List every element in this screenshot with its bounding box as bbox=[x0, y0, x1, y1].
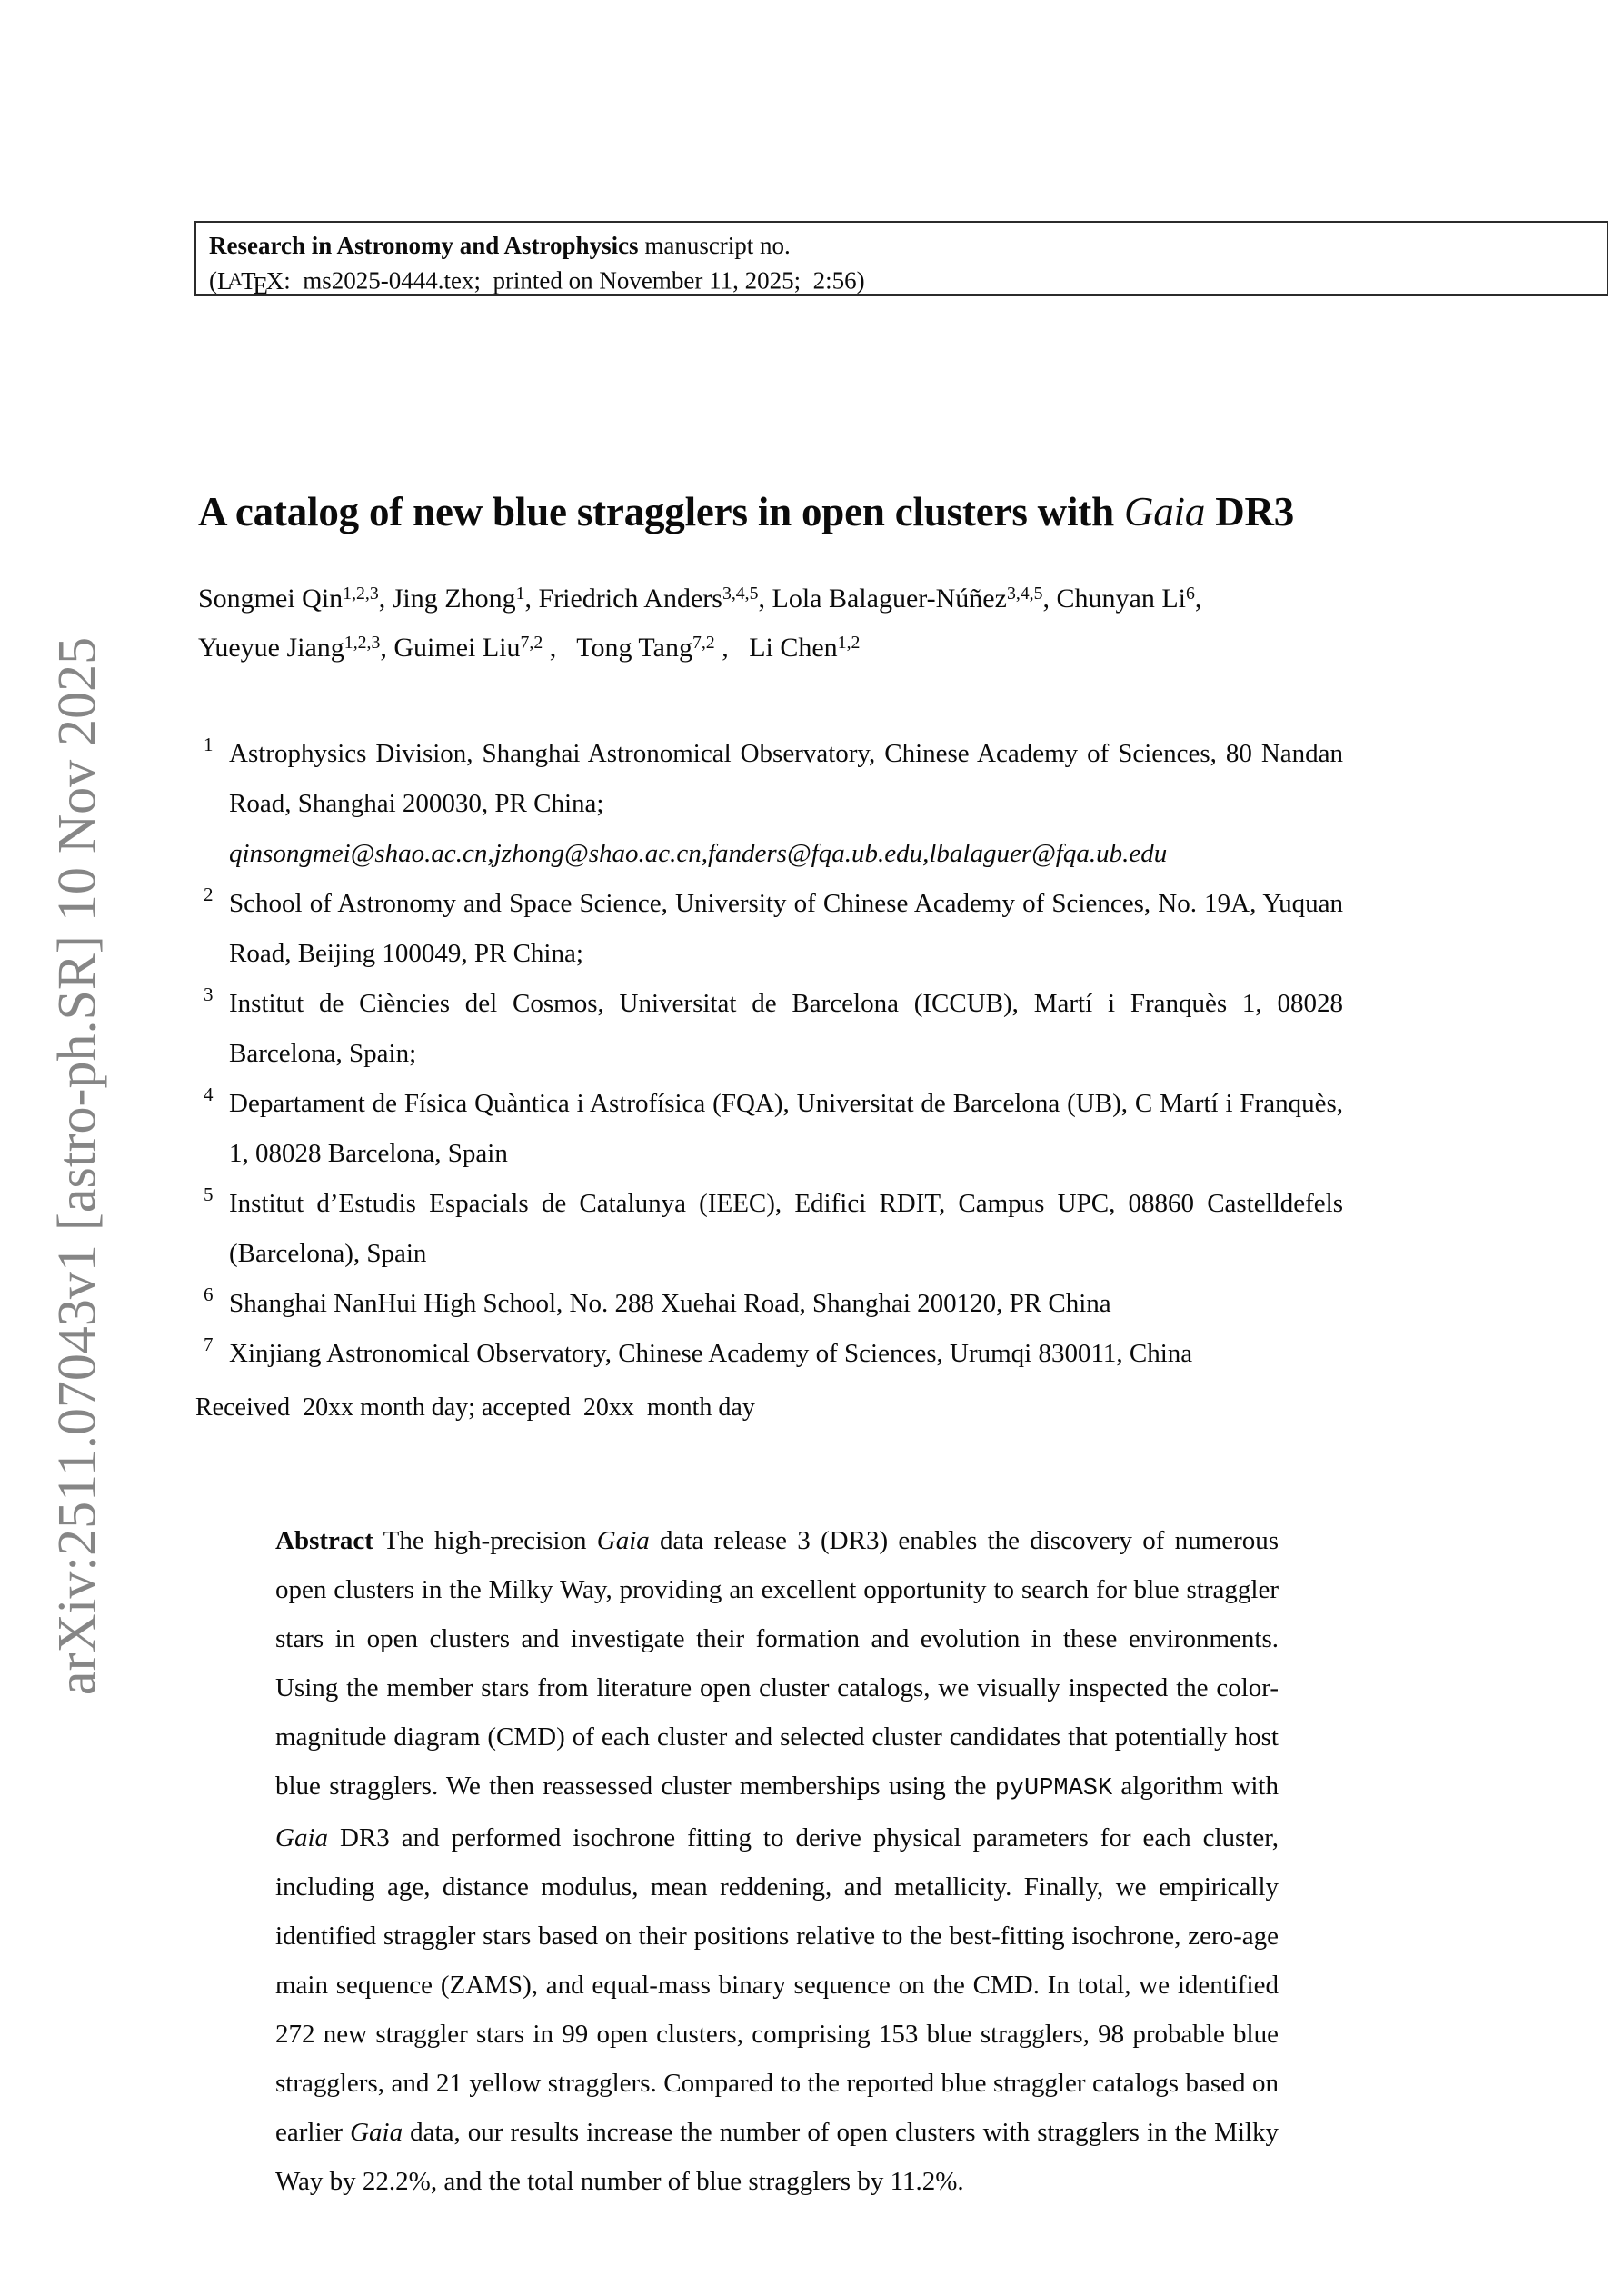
author-name: Jing Zhong bbox=[392, 584, 516, 614]
received-line: Received 20xx month day; accepted 20xx month day bbox=[195, 1393, 755, 1422]
text-run: The high-precision bbox=[373, 1526, 597, 1555]
arxiv-watermark: arXiv:2511.07043v1 [astro-ph.SR] 10 Nov 2025 bbox=[46, 636, 107, 1696]
text-run: Gaia bbox=[350, 2118, 403, 2147]
author-separator: , bbox=[1042, 584, 1057, 614]
journal-header-line-2 bbox=[209, 263, 1607, 303]
author-affiliation-superscript: 1 bbox=[515, 584, 525, 604]
latex-logo-letter: L bbox=[217, 266, 233, 294]
text-run: Gaia bbox=[1123, 489, 1206, 534]
affiliation-number: 2 bbox=[204, 883, 214, 905]
latex-line-open: ( bbox=[209, 266, 217, 294]
affiliation-text: Institut de Ciències del Cosmos, Universitat de Barcelona (ICCUB), Martí i Franquès 1, 08028 Barcelona, Spain; bbox=[229, 989, 1343, 1068]
affiliation-item bbox=[202, 879, 1343, 979]
author-line bbox=[198, 624, 1201, 673]
text-run: DR3 and performed isochrone fitting to derive physical parameters for each cluster, including age, distance modulus, mean reddening, and metallicity. Finally, we empirically identified straggler stars based on their positions relative to the best-fitting isochrone, zero-age main sequence (ZAMS), and equal-mass binary sequence on the CMD. In total, we identified 272 new straggler stars in 99 open clusters, comprising 153 blue stragglers, 98 probable blue stragglers, and 21 yellow stragglers. Compared to the reported blue straggler catalogs based on earlier bbox=[275, 1823, 1279, 2147]
affiliation-number: 6 bbox=[204, 1283, 214, 1305]
latex-line-rest: : ms2025-0444.tex; printed on November 11, 2025; 2:56) bbox=[284, 266, 865, 294]
latex-logo bbox=[217, 266, 284, 300]
latex-logo-letter: A bbox=[229, 270, 243, 289]
text-run: Gaia bbox=[275, 1823, 328, 1852]
author-separator: , bbox=[714, 633, 750, 663]
affiliation-text: Astrophysics Division, Shanghai Astronomical Observatory, Chinese Academy of Sciences, 80 Nandan Road, Shanghai 200030, PR China; bbox=[229, 739, 1343, 818]
affiliation-email: qinsongmei@shao.ac.cn,jzhong@shao.ac.cn,fanders@fqa.ub.edu,lbalaguer@fqa.ub.edu bbox=[229, 839, 1168, 868]
latex-logo-letter: E bbox=[253, 272, 268, 300]
author-affiliation-superscript: 1,2 bbox=[837, 633, 861, 654]
affiliation-item bbox=[202, 1179, 1343, 1279]
affiliation-number: 1 bbox=[204, 734, 214, 755]
author-affiliation-superscript: 1,2,3 bbox=[343, 584, 379, 604]
affiliation-item bbox=[202, 1329, 1343, 1379]
author-list bbox=[198, 574, 1201, 673]
abstract bbox=[275, 1516, 1279, 2206]
author-name: Chunyan Li bbox=[1056, 584, 1187, 614]
journal-header-box bbox=[194, 221, 1608, 300]
paper-title bbox=[198, 488, 1294, 535]
affiliation-text: School of Astronomy and Space Science, University of Chinese Academy of Sciences, No. 19A, Yuquan Road, Beijing 100049, PR China; bbox=[229, 889, 1343, 968]
affiliation-item bbox=[202, 1279, 1343, 1329]
affiliation-item bbox=[202, 1079, 1343, 1179]
author-name: Songmei Qin bbox=[198, 584, 344, 614]
journal-name: Research in Astronomy and Astrophysics bbox=[209, 232, 639, 259]
affiliation-text: Shanghai NanHui High School, No. 288 Xuehai Road, Shanghai 200120, PR China bbox=[229, 1289, 1111, 1318]
affiliation-text: Institut d’Estudis Espacials de Catalunya (IEEC), Edifici RDIT, Campus UPC, 08860 Castelldefels (Barcelona), Spain bbox=[229, 1189, 1343, 1268]
text-run: pyUPMASK bbox=[994, 1775, 1113, 1802]
text-run: data, our results increase the number of open clusters with stragglers in the Milky Way by 22.2%, and the total number of blue stragglers by 11.2%. bbox=[275, 2118, 1279, 2196]
text-run: Gaia bbox=[596, 1526, 650, 1555]
author-name: Lola Balaguer-Núñez bbox=[772, 584, 1007, 614]
author-separator: , bbox=[543, 633, 577, 663]
text-run: Abstract bbox=[275, 1526, 373, 1555]
affiliation-number: 4 bbox=[204, 1083, 214, 1105]
author-separator: , bbox=[378, 584, 393, 614]
text-run: A catalog of new blue stragglers in open clusters with bbox=[198, 489, 1124, 534]
affiliation-number: 7 bbox=[204, 1333, 214, 1355]
affiliation-item bbox=[202, 729, 1343, 879]
author-affiliation-superscript: 3,4,5 bbox=[722, 584, 759, 604]
text-run: algorithm with bbox=[1112, 1772, 1279, 1801]
manuscript-note: manuscript no. bbox=[638, 232, 791, 259]
author-name: Guimei Liu bbox=[393, 633, 521, 663]
affiliation-text: Xinjiang Astronomical Observatory, Chinese Academy of Sciences, Urumqi 830011, China bbox=[229, 1339, 1193, 1368]
author-separator: , bbox=[524, 584, 539, 614]
author-affiliation-superscript: 7,2 bbox=[692, 633, 715, 654]
author-name: Tong Tang bbox=[576, 633, 692, 663]
author-name: Li Chen bbox=[749, 633, 838, 663]
author-name: Yueyue Jiang bbox=[198, 633, 344, 663]
affiliation-list bbox=[202, 729, 1343, 1379]
author-affiliation-superscript: 7,2 bbox=[520, 633, 543, 654]
affiliation-text: Departament de Física Quàntica i Astrofísica (FQA), Universitat de Barcelona (UB), C Martí i Franquès, 1, 08028 Barcelona, Spain bbox=[229, 1089, 1343, 1168]
journal-header-line-1 bbox=[209, 229, 1607, 263]
affiliation-item bbox=[202, 979, 1343, 1079]
author-separator: , bbox=[1194, 584, 1202, 614]
author-affiliation-superscript: 3,4,5 bbox=[1006, 584, 1043, 604]
affiliation-number: 5 bbox=[204, 1183, 214, 1205]
author-line bbox=[198, 574, 1201, 624]
latex-logo-letter: T bbox=[241, 266, 256, 294]
author-affiliation-superscript: 6 bbox=[1186, 584, 1195, 604]
text-run: DR3 bbox=[1205, 489, 1295, 534]
author-affiliation-superscript: 1,2,3 bbox=[344, 633, 381, 654]
author-separator: , bbox=[758, 584, 772, 614]
affiliation-number: 3 bbox=[204, 983, 214, 1005]
author-name: Friedrich Anders bbox=[538, 584, 722, 614]
text-run: data release 3 (DR3) enables the discovery of numerous open clusters in the Milky Way, providing an excellent opportunity to search for blue straggler stars in open clusters and investigate their formation and evolution in these environments. Using the member stars from literature open cluster catalogs, we visually inspected the color-magnitude diagram (CMD) of each cluster and selected cluster candidates that potentially host blue stragglers. We then reassessed cluster memberships using the bbox=[275, 1526, 1279, 1801]
author-separator: , bbox=[380, 633, 394, 663]
latex-logo-letter: X bbox=[265, 266, 284, 294]
